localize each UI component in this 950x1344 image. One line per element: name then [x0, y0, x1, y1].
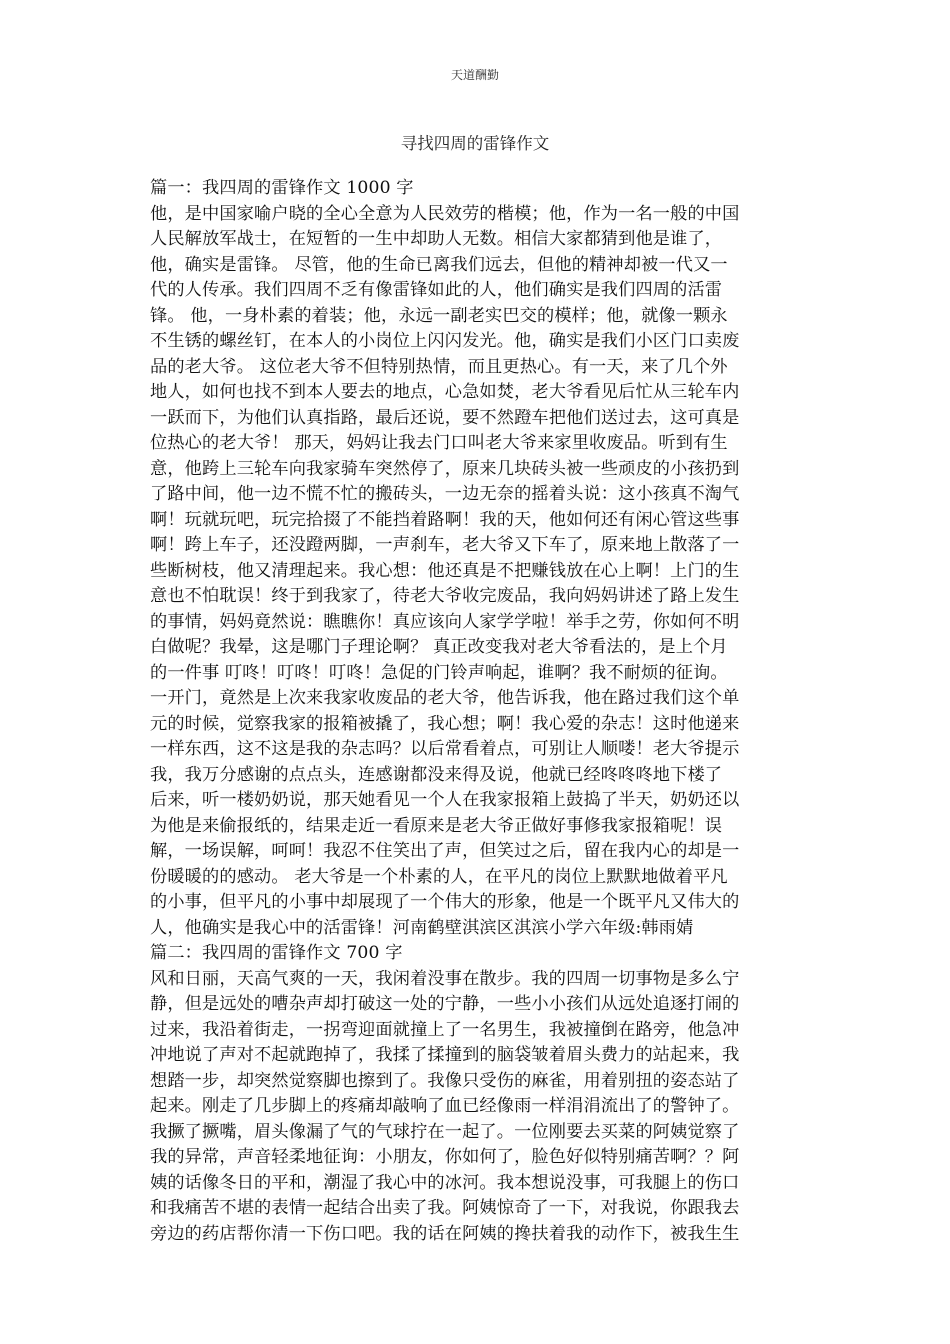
text-line: 旁边的药店帮你清一下伤口吧。我的话在阿姨的搀扶着我的动作下，被我生生 — [150, 1223, 740, 1244]
text-line: 啊！玩就玩吧，玩完拾掇了不能挡着路啊！我的天，他如何还有闲心管这些事 — [150, 509, 740, 530]
text-line: 的小事，但平凡的小事中却展现了一个伟大的形象，他是一个既平凡又伟大的 — [150, 892, 740, 912]
page-header: 天道酬勤 — [450, 68, 499, 82]
text-line: 一跃而下，为他们认真指路，最后还说，要不然蹬车把他们送过去，这可真是 — [150, 407, 740, 428]
document-body — [150, 176, 802, 1247]
text-line: 风和日丽，天高气爽的一天，我闲着没事在散步。我的四周一切事物是多么宁 — [150, 968, 740, 989]
text-line: 冲地说了声对不起就跑掉了，我揉了揉撞到的脑袋皱着眉头费力的站起来，我 — [150, 1045, 740, 1065]
text-line: 份暖暖的的感动。 老大爷是一个朴素的人，在平凡的岗位上默默地做着平凡 — [150, 866, 728, 887]
text-line: 啊！跨上车子，还没蹬两脚，一声刹车，老大爷又下车了，原来地上散落了一 — [150, 535, 740, 555]
text-line: 些断树枝，他又清理起来。我心想：他还真是不把赚钱放在心上啊！上门的生 — [150, 560, 740, 581]
text-line: 过来，我沿着街走，一拐弯迎面就撞上了一名男生，我被撞倒在路旁，他急冲 — [150, 1019, 740, 1040]
text-line: 了路中间，他一边不慌不忙的搬砖头，一边无奈的摇着头说：这小孩真不淘气 — [150, 484, 740, 504]
text-line: 人，他确实是我心中的活雷锋！河南鹤壁淇滨区淇滨小学六年级:韩雨婧 — [150, 917, 694, 938]
text-line: 地人，如何也找不到本人要去的地点，心急如焚，老大爷看见后忙从三轮车内 — [150, 382, 740, 402]
text-line: 一开门，竟然是上次来我家收废品的老大爷，他告诉我，他在路过我们这个单 — [150, 688, 740, 708]
text-line: 为他是来偷报纸的，结果走近一看原来是老大爷正做好事修我家报箱呢！误 — [150, 815, 723, 836]
text-line: 解，一场误解，呵呵！我忍不住笑出了声，但笑过之后，留在我内心的却是一 — [150, 841, 740, 861]
text-line: 篇二：我四周的雷锋作文 700 字 — [150, 943, 403, 963]
text-line: 锋。 他，一身朴素的着装；他，永远一副老实巴交的模样；他，就像一颗永 — [150, 305, 728, 326]
text-line: 位热心的老大爷！ 那天，妈妈让我去门口叫老大爷来家里收废品。听到有生 — [150, 433, 728, 453]
text-line: 意，他跨上三轮车向我家骑车突然停了，原来几块砖头被一些顽皮的小孩扔到 — [150, 458, 740, 479]
text-line: 元的时候，觉察我家的报箱被撬了，我心想；啊！我心爱的杂志！这时他递来 — [150, 713, 740, 734]
text-line: 和我痛苦不堪的表情一起结合出卖了我。阿姨惊奇了一下，对我说，你跟我去 — [150, 1198, 740, 1218]
text-line: 起来。刚走了几步脚上的疼痛却敲响了血已经像雨一样涓涓流出了的警钟了。 — [150, 1096, 740, 1116]
text-line: 白做呢？我晕，这是哪门子理论啊？ 真正改变我对老大爷看法的，是上个月 — [150, 637, 728, 657]
text-line: 我撅了撅嘴，眉头像漏了气的气球拧在一起了。一位刚要去买菜的阿姨觉察了 — [150, 1121, 740, 1142]
text-line: 他，是中国家喻户晓的全心全意为人民效劳的楷模；他，作为一名一般的中国 — [150, 203, 740, 224]
text-line: 人民解放军战士，在短暂的一生中却助人无数。相信大家都猜到他是谁了， — [150, 229, 723, 249]
text-line: 品的老大爷。 这位老大爷不但特别热情，而且更热心。有一天，来了几个外 — [150, 356, 728, 377]
text-line: 的事情，妈妈竟然说：瞧瞧你！真应该向人家学学啦！举手之劳，你如何不明 — [150, 611, 740, 632]
text-line: 他，确实是雷锋。 尽管，他的生命已离我们远去，但他的精神却被一代又一 — [150, 254, 728, 275]
text-line: 意也不怕耽误！终于到我家了，待老大爷收完废品，我向妈妈讲述了路上发生 — [150, 586, 740, 606]
text-line: 我，我万分感谢的点点头，连感谢都没来得及说，他就已经咚咚咚地下楼了 — [150, 764, 723, 785]
text-line: 代的人传承。我们四周不乏有像雷锋如此的人，他们确实是我们四周的活雷 — [150, 280, 723, 300]
text-line: 想踏一步，却突然觉察脚也擦到了。我像只受伤的麻雀，用着别扭的姿态站了 — [150, 1070, 740, 1091]
text-line: 静，但是远处的嘈杂声却打破这一处的宁静，一些小小孩们从远处追逐打闹的 — [150, 994, 740, 1014]
text-line: 的一件事 叮咚！叮咚！叮咚！急促的门铃声响起，谁啊？我不耐烦的征询。 — [150, 662, 728, 683]
text-line: 不生锈的螺丝钉，在本人的小岗位上闪闪发光。他，确实是我们小区门口卖废 — [150, 331, 740, 351]
text-line: 后来，听一楼奶奶说，那天她看见一个人在我家报箱上鼓捣了半天，奶奶还以 — [150, 790, 740, 810]
text-line: 姨的话像冬日的平和，潮湿了我心中的冰河。我本想说没事，可我腿上的伤口 — [150, 1172, 740, 1193]
text-line: 篇一：我四周的雷锋作文 1000 字 — [150, 178, 414, 198]
text-line: 一样东西，这不这是我的杂志吗？以后常看着点，可别让人顺喽！老大爷提示 — [150, 739, 740, 759]
document-title: 寻找四周的雷锋作文 — [400, 134, 550, 153]
text-line: 我的异常，声音轻柔地征询：小朋友，你如何了，脸色好似特别痛苦啊？？阿 — [150, 1147, 740, 1167]
